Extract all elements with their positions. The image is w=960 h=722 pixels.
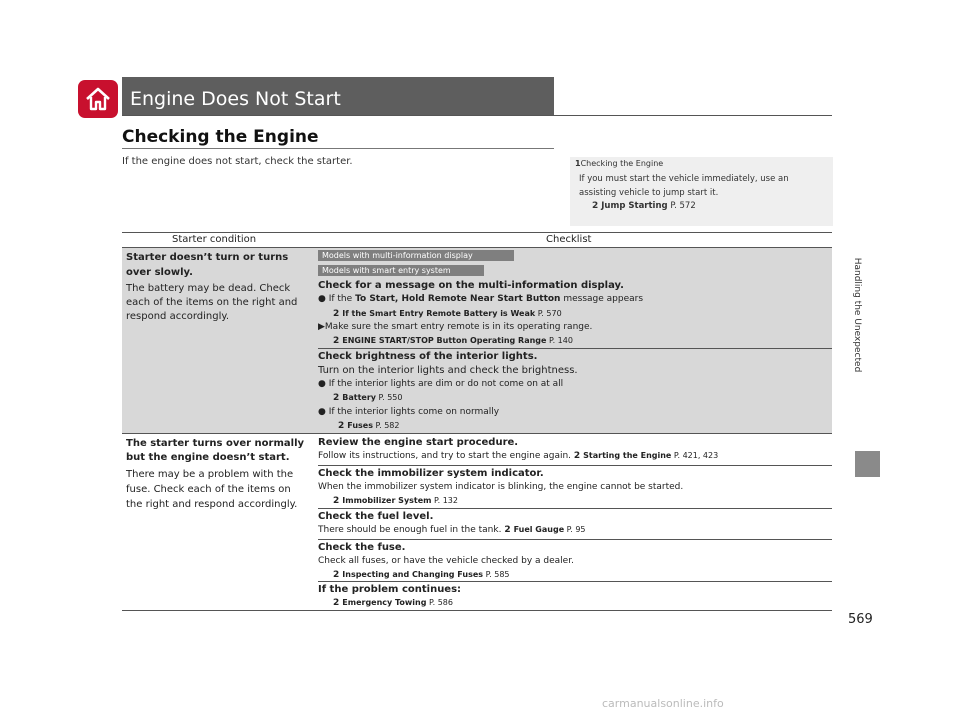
condition-2-body-3: the right and respond accordingly. bbox=[126, 499, 298, 510]
check-row-rule bbox=[318, 465, 832, 466]
check-4-head: Check the immobilizer system indicator. bbox=[318, 468, 544, 479]
reference-arrow-icon: 2 bbox=[573, 451, 581, 461]
condition-1-body-2: each of the items on the right and bbox=[126, 297, 298, 308]
table-top-rule bbox=[122, 232, 832, 233]
check-row-rule bbox=[318, 508, 832, 509]
section-title: Engine Does Not Start bbox=[130, 88, 341, 110]
check-2-ref-1[interactable]: 2 Battery P. 550 bbox=[333, 393, 403, 403]
reference-arrow-icon: 2 bbox=[338, 421, 345, 431]
condition-1-body-3: respond accordingly. bbox=[126, 311, 230, 322]
check-6-body: Check all fuses, or have the vehicle checked by a dealer. bbox=[318, 556, 574, 566]
note-ref[interactable]: 2 Jump Starting P. 572 bbox=[592, 201, 696, 211]
condition-2-body-1: There may be a problem with the bbox=[126, 469, 294, 480]
check-7-head: If the problem continues: bbox=[318, 584, 462, 595]
check-2-body: Turn on the interior lights and check the brightness. bbox=[318, 365, 578, 376]
reference-arrow-icon: 2 bbox=[333, 496, 340, 506]
check-2-ref-2[interactable]: 2 Fuses P. 582 bbox=[338, 421, 400, 431]
check-3-body: Follow its instructions, and try to start the engine again. 2 Starting the Engine P. 421, 423 bbox=[318, 451, 719, 461]
check-2-head: Check brightness of the interior lights. bbox=[318, 351, 538, 362]
note-title: 1Checking the Engine bbox=[575, 159, 664, 168]
check-2-bullet-1: ● If the interior lights are dim or do not come on at all bbox=[318, 379, 564, 389]
check-5-body: There should be enough fuel in the tank. 2 Fuel Gauge P. 95 bbox=[318, 525, 586, 535]
note-text-1: If you must start the vehicle immediately, use an bbox=[579, 174, 789, 184]
reference-arrow-icon: 2 bbox=[333, 393, 340, 403]
chapter-side-label-text: Handling the Unexpected bbox=[852, 257, 862, 373]
check-7-ref[interactable]: 2 Emergency Towing P. 586 bbox=[333, 598, 453, 608]
check-row-rule bbox=[318, 539, 832, 540]
check-1-ref-1[interactable]: 2 If the Smart Entry Remote Battery is Weak P. 570 bbox=[333, 309, 562, 319]
intro-text: If the engine does not start, check the starter. bbox=[122, 156, 353, 167]
reference-arrow-icon: 2 bbox=[592, 201, 599, 211]
check-5-ref[interactable]: 2 Fuel Gauge P. 95 bbox=[504, 525, 586, 535]
heading-rule bbox=[122, 148, 554, 149]
check-6-ref[interactable]: 2 Inspecting and Changing Fuses P. 585 bbox=[333, 570, 510, 580]
reference-arrow-icon: 2 bbox=[333, 336, 340, 346]
check-3-ref[interactable]: 2 Starting the Engine P. 421, 423 bbox=[573, 451, 719, 461]
reference-arrow-icon: 2 bbox=[333, 598, 340, 608]
triangle-right-icon: ▶ bbox=[318, 322, 325, 332]
check-2-bullet-2: ● If the interior lights come on normally bbox=[318, 407, 500, 417]
condition-2-title-2: but the engine doesn’t start. bbox=[126, 452, 290, 463]
check-1-ref-2[interactable]: 2 ENGINE START/STOP Button Operating Range P. 140 bbox=[333, 336, 573, 346]
condition-1-title-2: over slowly. bbox=[126, 267, 193, 278]
check-row-rule bbox=[318, 348, 832, 349]
reference-arrow-icon: 2 bbox=[333, 309, 340, 319]
check-3-head: Review the engine start procedure. bbox=[318, 437, 519, 448]
bullet-icon: ● bbox=[318, 294, 329, 304]
note-text-2: assisting vehicle to jump start it. bbox=[579, 188, 719, 198]
condition-2-body-2: fuse. Check each of the items on bbox=[126, 484, 291, 495]
check-5-head: Check the fuel level. bbox=[318, 511, 434, 522]
column-header-condition: Starter condition bbox=[172, 234, 257, 245]
condition-2-title-1: The starter turns over normally bbox=[126, 438, 305, 449]
check-1-head: Check for a message on the multi-information display. bbox=[318, 280, 624, 291]
note-marker-icon: 1 bbox=[575, 159, 581, 168]
condition-divider bbox=[122, 433, 832, 434]
badge-multi-info-display: Models with multi-information display bbox=[318, 250, 514, 261]
reference-arrow-icon: 2 bbox=[333, 570, 340, 580]
chapter-side-label bbox=[852, 180, 866, 450]
check-4-ref[interactable]: 2 Immobilizer System P. 132 bbox=[333, 496, 458, 506]
header-rule bbox=[122, 115, 832, 116]
bullet-icon: ● bbox=[318, 407, 329, 417]
check-row-rule bbox=[318, 581, 832, 582]
condition-1-body-1: The battery may be dead. Check bbox=[126, 283, 291, 294]
check-1-bullet: ● If the To Start, Hold Remote Near Start Button message appears bbox=[318, 294, 644, 304]
chapter-tab[interactable] bbox=[855, 451, 880, 477]
check-1-sub: ▶Make sure the smart entry remote is in its operating range. bbox=[318, 322, 593, 332]
table-bottom-rule bbox=[122, 610, 832, 611]
condition-1-title-1: Starter doesn’t turn or turns bbox=[126, 252, 289, 263]
home-icon[interactable] bbox=[78, 80, 118, 118]
page-heading: Checking the Engine bbox=[122, 127, 319, 147]
reference-arrow-icon: 2 bbox=[504, 525, 511, 535]
page-number: 569 bbox=[848, 612, 873, 627]
watermark: carmanualsonline.info bbox=[602, 697, 724, 710]
check-4-body: When the immobilizer system indicator is blinking, the engine cannot be started. bbox=[318, 482, 684, 492]
house-icon bbox=[84, 86, 112, 112]
column-header-checklist: Checklist bbox=[546, 234, 592, 245]
check-6-head: Check the fuse. bbox=[318, 542, 406, 553]
badge-smart-entry: Models with smart entry system bbox=[318, 265, 484, 276]
bullet-icon: ● bbox=[318, 379, 329, 389]
